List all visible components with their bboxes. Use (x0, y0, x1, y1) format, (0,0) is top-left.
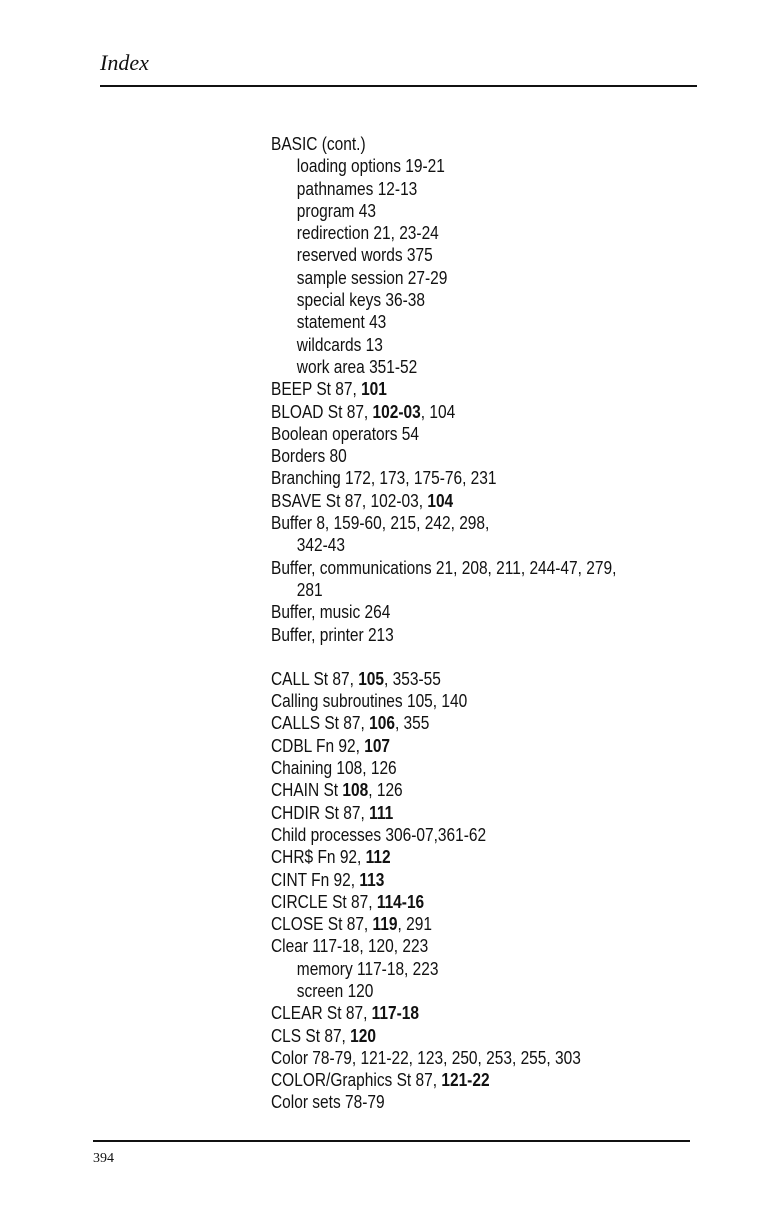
index-entry (271, 1091, 649, 1113)
entry-text: Clear 117-18, 120, 223 (271, 936, 429, 957)
index-entry (271, 423, 649, 445)
page-header-title: Index (100, 50, 149, 75)
index-entry (271, 802, 649, 824)
primary-page-reference: 113 (359, 869, 385, 890)
entry-text: CINT Fn 92, (271, 869, 360, 890)
entry-text: reserved words 375 (296, 245, 433, 266)
entry-text: BSAVE St 87, 102-03, (271, 490, 428, 511)
index-subentry (271, 244, 649, 266)
entry-text: wildcards 13 (296, 334, 383, 355)
entry-text: Borders 80 (271, 446, 347, 467)
page-number: 394 (93, 1151, 114, 1166)
entry-text: Calling subroutines 105, 140 (271, 691, 468, 712)
entry-text: pathnames 12-13 (296, 178, 418, 199)
entry-text: CIRCLE St 87, (271, 891, 377, 912)
index-entry (271, 624, 649, 646)
index-entry (271, 891, 649, 913)
entry-text: CLS St 87, (271, 1025, 351, 1046)
entry-text: memory 117-18, 223 (296, 958, 439, 979)
primary-page-reference: 112 (365, 847, 391, 868)
index-entry (271, 913, 649, 935)
entry-text: , 291 (397, 914, 432, 935)
index-entry (271, 1002, 649, 1024)
entry-text: BLOAD St 87, (271, 401, 373, 422)
entry-text: redirection 21, 23-24 (296, 223, 439, 244)
index-entry (271, 712, 649, 734)
primary-page-reference: 119 (372, 914, 398, 935)
index-entry (271, 601, 649, 623)
entry-text: sample session 27-29 (296, 267, 448, 288)
entry-text: statement 43 (296, 312, 387, 333)
index-entry (271, 467, 649, 489)
index-subentry (271, 222, 649, 244)
primary-page-reference: 114-16 (376, 891, 425, 912)
entry-text: Child processes 306-07,361-62 (271, 824, 487, 845)
primary-page-reference: 107 (364, 735, 391, 756)
entry-text: COLOR/Graphics St 87, (271, 1070, 442, 1091)
primary-page-reference: 101 (361, 379, 387, 400)
entry-text: 281 (296, 579, 323, 600)
primary-page-reference: 106 (369, 713, 395, 734)
entry-text: loading options 19-21 (296, 156, 445, 177)
entry-text: screen 120 (296, 980, 374, 1001)
index-entry (271, 378, 649, 400)
index-entry (271, 668, 649, 690)
entry-text: CALL St 87, (271, 668, 359, 689)
index-subentry (271, 267, 649, 289)
primary-page-reference: 121-22 (441, 1070, 490, 1091)
index-subentry (271, 980, 649, 1002)
entry-text: CHDIR St 87, (271, 802, 370, 823)
entry-text: CHR$ Fn 92, (271, 847, 366, 868)
index-subentry (271, 178, 649, 200)
index-entry (271, 1025, 649, 1047)
index-entry (271, 490, 649, 512)
section-gap (271, 646, 711, 668)
entry-text: Chaining 108, 126 (271, 758, 397, 779)
index-entry (271, 557, 649, 579)
index-subentry (271, 311, 649, 333)
index-subentry (271, 155, 649, 177)
index-entry (271, 824, 649, 846)
index-entry (271, 1069, 649, 1091)
entry-text: CLEAR St 87, (271, 1003, 372, 1024)
primary-page-reference: 104 (427, 490, 454, 511)
index-entry (271, 846, 649, 868)
entry-text: special keys 36-38 (296, 290, 426, 311)
index-subentry (271, 356, 649, 378)
entry-text: BASIC (cont.) (271, 134, 366, 154)
entry-text: CHAIN St (271, 780, 343, 801)
entry-text: Buffer, communications 21, 208, 211, 244-47, 279, (271, 557, 617, 578)
index-entry (271, 779, 649, 801)
index-entry (271, 133, 649, 155)
index-entry (271, 757, 649, 779)
entry-text: , 353-55 (384, 668, 441, 689)
index-entry (271, 869, 649, 891)
index-subentry (271, 200, 649, 222)
index-subentry (271, 958, 649, 980)
entry-text: CDBL Fn 92, (271, 735, 365, 756)
entry-text: 342-43 (296, 535, 346, 556)
primary-page-reference: 120 (350, 1025, 377, 1046)
entry-text: Branching 172, 173, 175-76, 231 (271, 468, 497, 489)
primary-page-reference: 102-03 (372, 401, 421, 422)
entry-text: , 126 (368, 780, 403, 801)
entry-text: Boolean operators 54 (271, 423, 420, 444)
primary-page-reference: 108 (342, 780, 369, 801)
entry-text: Color sets 78-79 (271, 1092, 385, 1113)
header-rule (100, 85, 697, 87)
index-entry-continuation (271, 579, 649, 601)
index-entry (271, 401, 649, 423)
primary-page-reference: 111 (369, 802, 394, 823)
index-subentry (271, 289, 649, 311)
entry-text: , 355 (394, 713, 430, 734)
entry-text: Color 78-79, 121-22, 123, 250, 253, 255, 303 (271, 1047, 581, 1068)
entry-text: work area 351-52 (296, 356, 418, 377)
index-entry (271, 690, 649, 712)
primary-page-reference: 117-18 (371, 1003, 420, 1024)
entry-text: BEEP St 87, (271, 379, 362, 400)
entry-text: program 43 (296, 200, 376, 221)
primary-page-reference: 105 (358, 668, 385, 689)
entry-text: Buffer, music 264 (271, 602, 391, 623)
index-entry (271, 445, 649, 467)
entry-text: CALLS St 87, (271, 713, 370, 734)
index-subentry (271, 334, 649, 356)
index-entry (271, 1047, 649, 1069)
index-entry (271, 735, 649, 757)
index-entry (271, 935, 649, 957)
entry-text: Buffer, printer 213 (271, 624, 394, 645)
entry-text: CLOSE St 87, (271, 914, 373, 935)
index-entry (271, 512, 649, 534)
footer-rule (93, 1140, 690, 1142)
entry-text: , 104 (420, 401, 456, 422)
entry-text: Buffer 8, 159-60, 215, 242, 298, (271, 513, 490, 534)
index-entry-continuation (271, 534, 649, 556)
index-entries (271, 133, 711, 1114)
